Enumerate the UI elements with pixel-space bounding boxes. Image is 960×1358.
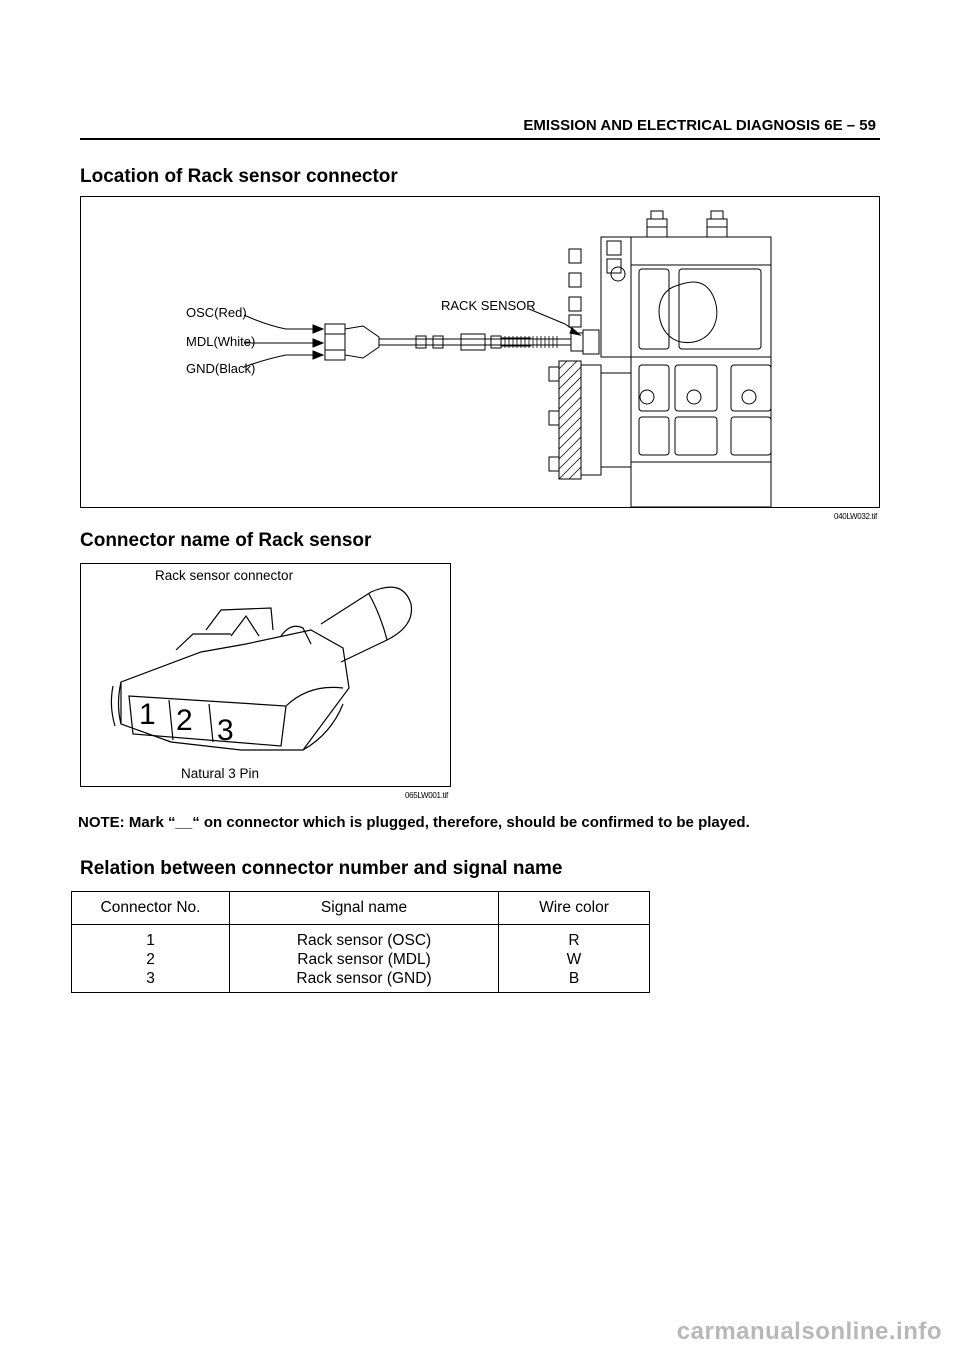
page-header: [80, 112, 880, 140]
label-mdl: MDL(White): [186, 334, 256, 349]
gnd-leader: [244, 355, 321, 367]
osc-leader: [244, 315, 321, 329]
header-title: EMISSION AND ELECTRICAL DIAGNOSIS 6E – 59: [523, 117, 876, 134]
cell: R: [568, 932, 580, 949]
section-title-relation: Relation between connector number and signal name: [80, 858, 563, 879]
col-header-signal-name: Signal name: [230, 892, 499, 925]
connector-top-label: Rack sensor connector: [155, 568, 294, 583]
table-row: [72, 925, 650, 993]
cell: W: [566, 951, 582, 968]
pump-body: [631, 237, 771, 507]
relation-table: [71, 891, 650, 993]
note-text: NOTE: Mark “__“ on connector which is plugged, therefore, should be confirmed to be played.: [78, 814, 750, 831]
cell: Rack sensor (MDL): [297, 951, 431, 968]
cell: 2: [146, 951, 155, 968]
cell: Rack sensor (GND): [296, 970, 432, 987]
figure-rack-sensor-location: [80, 196, 880, 508]
pin-3-label: 3: [217, 714, 234, 747]
label-osc: OSC(Red): [186, 305, 247, 320]
section-title-connector-name: Connector name of Rack sensor: [80, 530, 372, 551]
rack-sensor-leader: [529, 309, 578, 333]
cell: B: [568, 970, 580, 987]
cell: Rack sensor (OSC): [296, 932, 432, 949]
harness-connector: [325, 324, 345, 360]
watermark: carmanualsonline.info: [676, 1318, 942, 1345]
engine-diagram: [81, 197, 879, 507]
label-rack-sensor: RACK SENSOR: [441, 298, 536, 313]
cell: 1: [146, 932, 155, 949]
cell: 3: [146, 970, 155, 987]
connector-bottom-label: Natural 3 Pin: [181, 766, 260, 781]
figure-caption-1: 040LW032.tif: [834, 512, 877, 521]
col-header-connector-no: Connector No.: [72, 892, 230, 925]
connector-no-cell: [72, 925, 230, 993]
signal-name-cell: [230, 925, 499, 993]
figure-caption-2: 065LW001.tif: [405, 791, 448, 800]
col-header-wire-color: Wire color: [499, 892, 650, 925]
label-gnd: GND(Black): [186, 361, 256, 376]
section-title-location: Location of Rack sensor connector: [80, 166, 398, 187]
pin-1-label: 1: [139, 698, 156, 731]
figure-connector: [80, 563, 451, 787]
wire-color-cell: [499, 925, 650, 993]
table-header-row: [72, 892, 650, 925]
pin-2-label: 2: [176, 704, 193, 737]
connector-diagram: [81, 564, 450, 786]
